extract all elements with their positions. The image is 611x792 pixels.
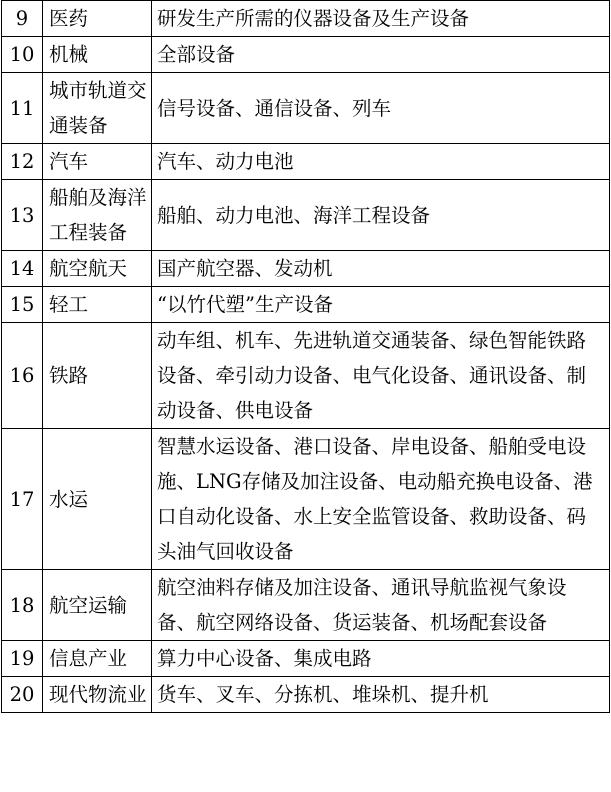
table-row xyxy=(2,251,610,287)
row-number: 17 xyxy=(2,429,43,570)
equipment-list: 信号设备、通信设备、列车 xyxy=(152,73,610,144)
row-number: 13 xyxy=(2,180,43,251)
table-row xyxy=(2,1,610,37)
equipment-list: 货车、叉车、分拣机、堆垛机、提升机 xyxy=(152,677,610,713)
industry-name: 现代物流业 xyxy=(43,677,152,713)
equipment-table xyxy=(1,0,610,713)
industry-name: 轻工 xyxy=(43,287,152,323)
row-number: 10 xyxy=(2,37,43,73)
table-row xyxy=(2,287,610,323)
equipment-list: 研发生产所需的仪器设备及生产设备 xyxy=(152,1,610,37)
industry-name: 汽车 xyxy=(43,144,152,180)
industry-name: 医药 xyxy=(43,1,152,37)
row-number: 18 xyxy=(2,570,43,641)
equipment-list: 航空油料存储及加注设备、通讯导航监视气象设备、航空网络设备、货运装备、机场配套设备 xyxy=(152,570,610,641)
equipment-list: “以竹代塑”生产设备 xyxy=(152,287,610,323)
row-number: 15 xyxy=(2,287,43,323)
industry-name: 铁路 xyxy=(43,323,152,429)
table-row xyxy=(2,180,610,251)
industry-name: 航空运输 xyxy=(43,570,152,641)
industry-name: 信息产业 xyxy=(43,641,152,677)
row-number: 20 xyxy=(2,677,43,713)
table-row xyxy=(2,323,610,429)
equipment-list: 汽车、动力电池 xyxy=(152,144,610,180)
industry-name: 船舶及海洋工程装备 xyxy=(43,180,152,251)
industry-name: 航空航天 xyxy=(43,251,152,287)
table-row xyxy=(2,641,610,677)
table-row xyxy=(2,677,610,713)
table-row xyxy=(2,144,610,180)
row-number: 16 xyxy=(2,323,43,429)
industry-name: 城市轨道交通装备 xyxy=(43,73,152,144)
row-number: 12 xyxy=(2,144,43,180)
row-number: 19 xyxy=(2,641,43,677)
equipment-list: 船舶、动力电池、海洋工程设备 xyxy=(152,180,610,251)
table-row xyxy=(2,429,610,570)
table-row xyxy=(2,37,610,73)
table-row xyxy=(2,570,610,641)
row-number: 9 xyxy=(2,1,43,37)
table-row xyxy=(2,73,610,144)
row-number: 14 xyxy=(2,251,43,287)
equipment-list: 智慧水运设备、港口设备、岸电设备、船舶受电设施、LNG存储及加注设备、电动船充换电设备、港口自动化设备、水上安全监管设备、救助设备、码头油气回收设备 xyxy=(152,429,610,570)
equipment-list: 动车组、机车、先进轨道交通装备、绿色智能铁路设备、牵引动力设备、电气化设备、通讯设备、制动设备、供电设备 xyxy=(152,323,610,429)
industry-name: 水运 xyxy=(43,429,152,570)
equipment-list: 算力中心设备、集成电路 xyxy=(152,641,610,677)
equipment-list: 国产航空器、发动机 xyxy=(152,251,610,287)
equipment-list: 全部设备 xyxy=(152,37,610,73)
industry-name: 机械 xyxy=(43,37,152,73)
row-number: 11 xyxy=(2,73,43,144)
